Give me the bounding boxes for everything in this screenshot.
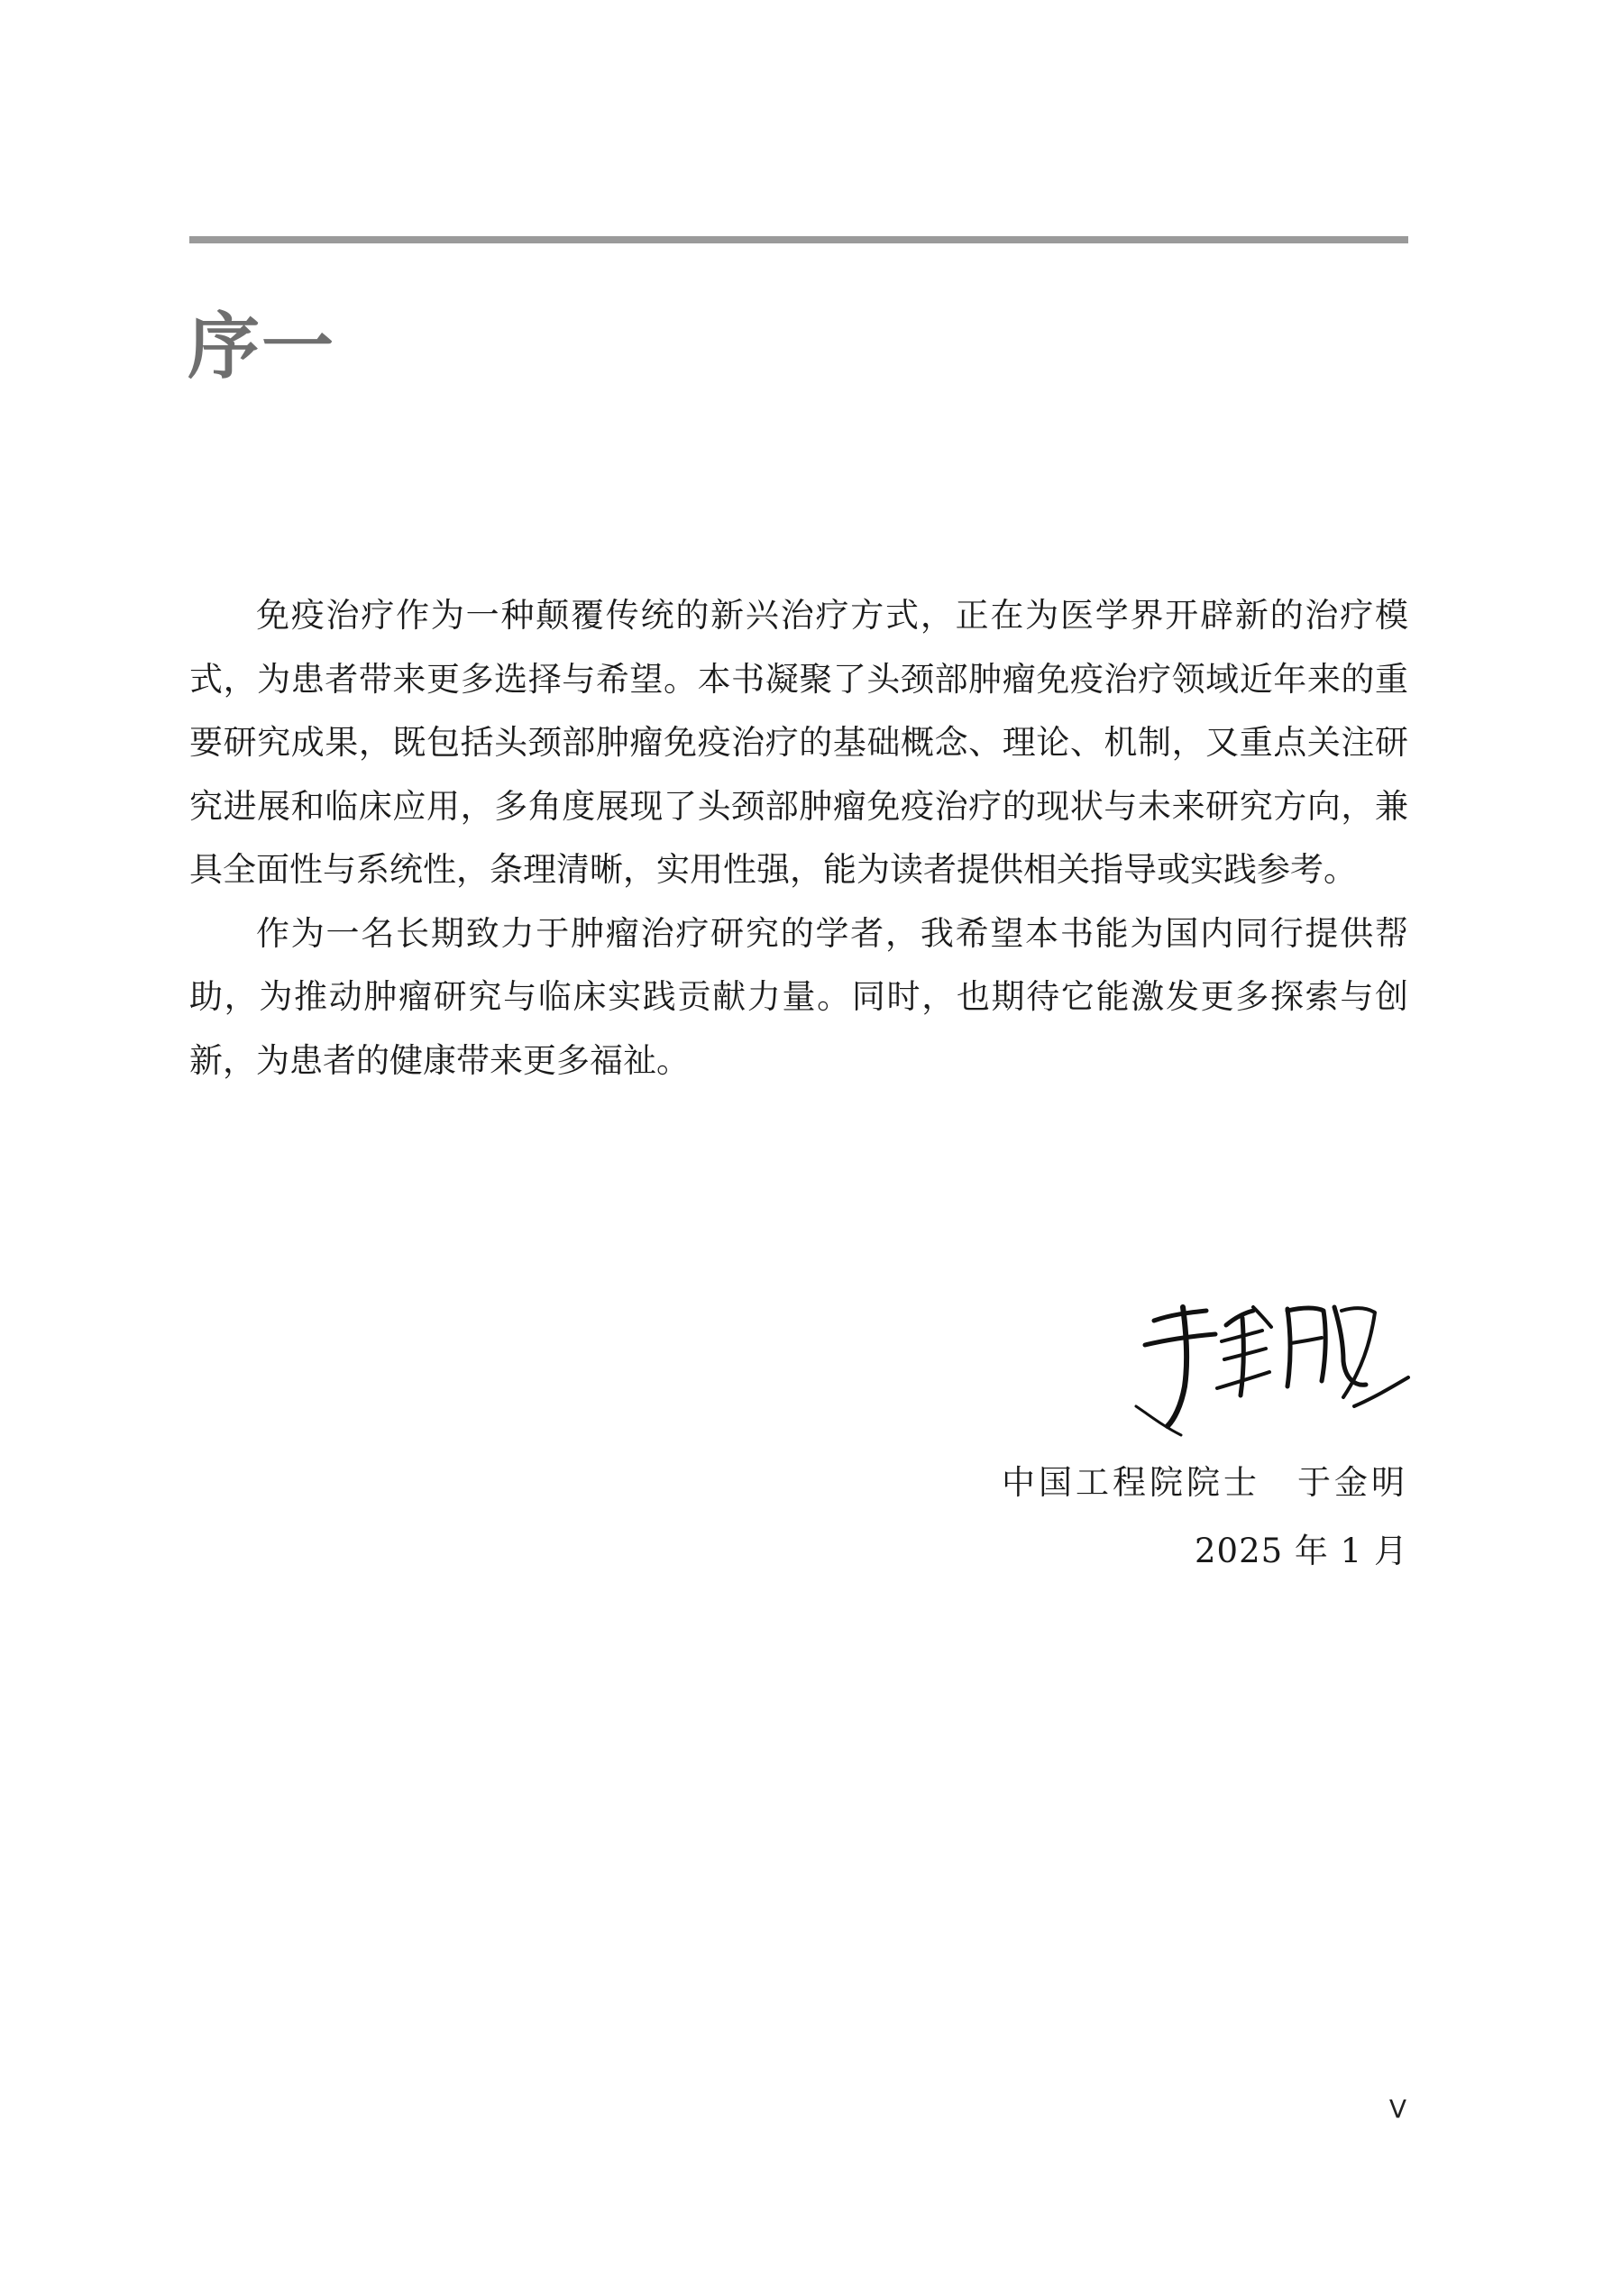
author-affiliation-and-name: 中国工程院院士 于金明 bbox=[1002, 1463, 1408, 1502]
top-rule bbox=[189, 236, 1408, 243]
preface-body bbox=[189, 584, 1408, 1093]
page-number: V bbox=[1388, 2094, 1406, 2124]
chapter-title: 序一 bbox=[188, 305, 335, 389]
paragraph-2: 作为一名长期致力于肿瘤治疗研究的学者，我希望本书能为国内同行提供帮助，为推动肿瘤研究与临床实践贡献力量。同时，也期待它能激发更多探索与创新，为患者的健康带来更多福祉。 bbox=[189, 913, 1408, 1080]
paragraph-1: 免疫治疗作为一种颠覆传统的新兴治疗方式，正在为医学界开辟新的治疗模式，为患者带来更多选择与希望。本书凝聚了头颈部肿瘤免疫治疗领域近年来的重要研究成果，既包括头颈部肿瘤免疫治疗的基础概念、理论、机制，又重点关注研究进展和临床应用，多角度展现了头颈部肿瘤免疫治疗的现状与未来研究方向，兼具全面性与系统性，条理清晰，实用性强，能为读者提供相关指导或实践参考。 bbox=[189, 596, 1408, 889]
handwritten-signature bbox=[1118, 1271, 1415, 1442]
signature-date: 2025 年 1 月 bbox=[1195, 1532, 1408, 1570]
